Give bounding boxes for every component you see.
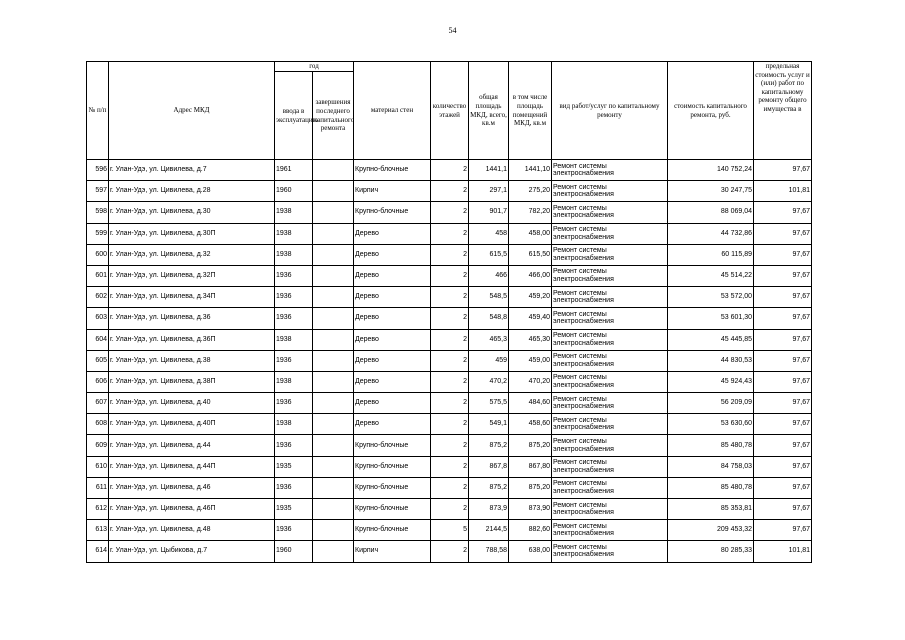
row-area-total: 548,8 [469,308,509,329]
table-row [87,223,812,244]
row-floors: 2 [431,456,469,477]
row-limit-cost: 97,67 [754,456,812,477]
row-wall-material: Крупно-блочные [354,435,431,456]
row-limit-cost: 97,67 [754,160,812,181]
row-area-premises: 873,90 [509,499,552,520]
row-limit-cost: 97,67 [754,202,812,223]
row-floors: 2 [431,414,469,435]
row-number: 609 [87,435,109,456]
row-year-last-repair [313,435,354,456]
header-area-premises: в том числе площадь помещений МКД, кв.м [509,62,552,160]
row-floors: 2 [431,499,469,520]
header-wall-material: материал стен [354,62,431,160]
row-year-last-repair [313,499,354,520]
page-number: 54 [448,26,457,35]
row-year-last-repair [313,265,354,286]
table-row [87,435,812,456]
row-year-last-repair [313,456,354,477]
row-cost: 84 758,03 [668,456,754,477]
row-number: 606 [87,371,109,392]
row-wall-material: Крупно-блочные [354,520,431,541]
row-year-last-repair [313,371,354,392]
row-year-last-repair [313,244,354,265]
row-area-premises: 882,60 [509,520,552,541]
row-area-total: 575,5 [469,393,509,414]
row-year-commission: 1936 [275,287,313,308]
row-wall-material: Дерево [354,371,431,392]
row-address: г. Улан-Удэ, ул. Цивилева, д.7 [109,160,275,181]
row-floors: 2 [431,477,469,498]
header-work-type: вид работ/услуг по капитальному ремонту [552,62,668,160]
header-area-total: общая площадь МКД, всего, кв.м [469,62,509,160]
row-wall-material: Дерево [354,223,431,244]
table-row [87,244,812,265]
row-area-premises: 484,60 [509,393,552,414]
row-cost: 85 353,81 [668,499,754,520]
row-limit-cost: 97,67 [754,477,812,498]
row-address: г. Улан-Удэ, ул. Цивилева, д.38 [109,350,275,371]
table-body [87,160,812,563]
row-year-last-repair [313,414,354,435]
row-limit-cost: 97,67 [754,329,812,350]
row-address: г. Улан-Удэ, ул. Цивилева, д.34П [109,287,275,308]
row-area-total: 465,3 [469,329,509,350]
row-floors: 2 [431,181,469,202]
table-row [87,350,812,371]
row-cost: 88 069,04 [668,202,754,223]
row-number: 613 [87,520,109,541]
table-row [87,477,812,498]
row-area-total: 549,1 [469,414,509,435]
row-limit-cost: 101,81 [754,541,812,562]
table-row [87,308,812,329]
row-year-commission: 1936 [275,477,313,498]
row-work-type: Ремонт системы электроснабжения [552,435,668,456]
table-row [87,541,812,562]
header-cost: стоимость капитального ремонта, руб. [668,62,754,160]
row-limit-cost: 97,67 [754,308,812,329]
row-area-total: 1441,1 [469,160,509,181]
row-wall-material: Дерево [354,414,431,435]
row-number: 602 [87,287,109,308]
row-area-total: 466 [469,265,509,286]
row-year-commission: 1936 [275,393,313,414]
row-floors: 2 [431,244,469,265]
table-row [87,520,812,541]
row-work-type: Ремонт системы электроснабжения [552,223,668,244]
row-area-total: 867,8 [469,456,509,477]
table-row [87,287,812,308]
row-cost: 60 115,89 [668,244,754,265]
row-floors: 2 [431,435,469,456]
row-floors: 2 [431,329,469,350]
row-wall-material: Крупно-блочные [354,456,431,477]
row-year-commission: 1938 [275,329,313,350]
row-work-type: Ремонт системы электроснабжения [552,287,668,308]
row-wall-material: Дерево [354,265,431,286]
row-work-type: Ремонт системы электроснабжения [552,477,668,498]
row-area-premises: 458,60 [509,414,552,435]
header-floors: количество этажей [431,62,469,160]
row-cost: 44 830,53 [668,350,754,371]
row-floors: 2 [431,160,469,181]
row-work-type: Ремонт системы электроснабжения [552,499,668,520]
row-floors: 2 [431,308,469,329]
row-floors: 2 [431,350,469,371]
row-address: г. Улан-Удэ, ул. Цивилева, д.44П [109,456,275,477]
row-address: г. Улан-Удэ, ул. Цыбикова, д.7 [109,541,275,562]
row-wall-material: Дерево [354,308,431,329]
row-address: г. Улан-Удэ, ул. Цивилева, д.48 [109,520,275,541]
row-year-commission: 1935 [275,499,313,520]
row-limit-cost: 97,67 [754,244,812,265]
row-cost: 53 601,30 [668,308,754,329]
row-wall-material: Крупно-блочные [354,160,431,181]
row-work-type: Ремонт системы электроснабжения [552,202,668,223]
row-area-premises: 466,00 [509,265,552,286]
row-work-type: Ремонт системы электроснабжения [552,456,668,477]
row-address: г. Улан-Удэ, ул. Цивилева, д.38П [109,371,275,392]
row-limit-cost: 97,67 [754,265,812,286]
row-address: г. Улан-Удэ, ул. Цивилева, д.46 [109,477,275,498]
row-year-commission: 1936 [275,308,313,329]
table-row [87,371,812,392]
table-row [87,414,812,435]
row-area-premises: 875,20 [509,435,552,456]
row-number: 608 [87,414,109,435]
row-area-premises: 459,20 [509,287,552,308]
row-wall-material: Дерево [354,393,431,414]
row-area-total: 2144,5 [469,520,509,541]
row-cost: 209 453,32 [668,520,754,541]
row-address: г. Улан-Удэ, ул. Цивилева, д.32П [109,265,275,286]
row-address: г. Улан-Удэ, ул. Цивилева, д.40П [109,414,275,435]
row-floors: 2 [431,287,469,308]
row-limit-cost: 97,67 [754,520,812,541]
row-year-commission: 1960 [275,181,313,202]
row-area-total: 873,9 [469,499,509,520]
row-wall-material: Дерево [354,287,431,308]
row-year-commission: 1938 [275,244,313,265]
row-wall-material: Крупно-блочные [354,202,431,223]
row-cost: 85 480,78 [668,477,754,498]
row-wall-material: Дерево [354,329,431,350]
row-year-last-repair [313,202,354,223]
row-area-premises: 638,00 [509,541,552,562]
row-year-last-repair [313,393,354,414]
row-year-last-repair [313,520,354,541]
row-number: 598 [87,202,109,223]
table-row [87,202,812,223]
row-number: 603 [87,308,109,329]
row-work-type: Ремонт системы электроснабжения [552,520,668,541]
row-year-last-repair [313,329,354,350]
row-area-premises: 1441,10 [509,160,552,181]
row-work-type: Ремонт системы электроснабжения [552,244,668,265]
row-number: 597 [87,181,109,202]
row-year-commission: 1960 [275,541,313,562]
row-year-commission: 1936 [275,265,313,286]
row-limit-cost: 97,67 [754,393,812,414]
row-number: 614 [87,541,109,562]
row-number: 612 [87,499,109,520]
row-year-commission: 1938 [275,414,313,435]
row-year-commission: 1936 [275,350,313,371]
row-cost: 45 514,22 [668,265,754,286]
row-area-premises: 459,00 [509,350,552,371]
row-wall-material: Кирпич [354,181,431,202]
row-work-type: Ремонт системы электроснабжения [552,160,668,181]
row-number: 610 [87,456,109,477]
row-work-type: Ремонт системы электроснабжения [552,181,668,202]
row-cost: 56 209,09 [668,393,754,414]
row-floors: 2 [431,393,469,414]
row-number: 607 [87,393,109,414]
row-area-premises: 458,00 [509,223,552,244]
header-num: № п/п [87,62,109,160]
row-area-total: 470,2 [469,371,509,392]
header-address: Адрес МКД [109,62,275,160]
row-address: г. Улан-Удэ, ул. Цивилева, д.28 [109,181,275,202]
table-row [87,393,812,414]
row-address: г. Улан-Удэ, ул. Цивилева, д.32 [109,244,275,265]
table-row [87,181,812,202]
row-area-total: 459 [469,350,509,371]
table-row [87,265,812,286]
row-area-total: 875,2 [469,435,509,456]
row-area-premises: 615,50 [509,244,552,265]
table-header [87,62,812,160]
row-address: г. Улан-Удэ, ул. Цивилева, д.30 [109,202,275,223]
row-work-type: Ремонт системы электроснабжения [552,414,668,435]
row-area-premises: 459,40 [509,308,552,329]
row-address: г. Улан-Удэ, ул. Цивилева, д.30П [109,223,275,244]
row-cost: 45 924,43 [668,371,754,392]
row-wall-material: Крупно-блочные [354,477,431,498]
row-limit-cost: 97,67 [754,435,812,456]
row-floors: 5 [431,520,469,541]
row-cost: 85 480,78 [668,435,754,456]
row-area-premises: 275,20 [509,181,552,202]
row-number: 601 [87,265,109,286]
row-year-last-repair [313,287,354,308]
row-area-premises: 875,20 [509,477,552,498]
row-number: 604 [87,329,109,350]
row-limit-cost: 97,67 [754,371,812,392]
row-year-commission: 1938 [275,202,313,223]
row-year-commission: 1938 [275,371,313,392]
row-floors: 2 [431,202,469,223]
repair-table [86,61,812,563]
row-work-type: Ремонт системы электроснабжения [552,265,668,286]
row-number: 599 [87,223,109,244]
row-year-commission: 1936 [275,520,313,541]
row-year-last-repair [313,223,354,244]
row-area-total: 901,7 [469,202,509,223]
header-year-group: год [275,62,354,72]
row-floors: 2 [431,541,469,562]
row-number: 600 [87,244,109,265]
row-year-commission: 1935 [275,456,313,477]
row-cost: 45 445,85 [668,329,754,350]
row-year-commission: 1936 [275,435,313,456]
row-floors: 2 [431,223,469,244]
row-work-type: Ремонт системы электроснабжения [552,541,668,562]
row-wall-material: Дерево [354,350,431,371]
table-row [87,329,812,350]
header-limit-cost: предельная стоимость услуг и (или) работ по капитальному ремонту общего имущества в [754,62,812,160]
row-wall-material: Кирпич [354,541,431,562]
row-limit-cost: 97,67 [754,287,812,308]
row-limit-cost: 97,67 [754,350,812,371]
table-row [87,160,812,181]
row-cost: 53 630,60 [668,414,754,435]
row-area-total: 615,5 [469,244,509,265]
row-address: г. Улан-Удэ, ул. Цивилева, д.44 [109,435,275,456]
row-cost: 80 285,33 [668,541,754,562]
table-row [87,499,812,520]
row-cost: 30 247,75 [668,181,754,202]
row-limit-cost: 97,67 [754,223,812,244]
row-year-commission: 1961 [275,160,313,181]
row-work-type: Ремонт системы электроснабжения [552,308,668,329]
row-work-type: Ремонт системы электроснабжения [552,371,668,392]
row-work-type: Ремонт системы электроснабжения [552,350,668,371]
row-area-premises: 782,20 [509,202,552,223]
row-year-last-repair [313,541,354,562]
row-year-last-repair [313,308,354,329]
row-cost: 44 732,86 [668,223,754,244]
row-address: г. Улан-Удэ, ул. Цивилева, д.36П [109,329,275,350]
row-area-premises: 470,20 [509,371,552,392]
row-limit-cost: 97,67 [754,414,812,435]
row-wall-material: Крупно-блочные [354,499,431,520]
row-address: г. Улан-Удэ, ул. Цивилева, д.36 [109,308,275,329]
row-floors: 2 [431,265,469,286]
row-area-total: 458 [469,223,509,244]
table-row [87,456,812,477]
row-year-last-repair [313,350,354,371]
row-address: г. Улан-Удэ, ул. Цивилева, д.46П [109,499,275,520]
row-work-type: Ремонт системы электроснабжения [552,393,668,414]
row-area-total: 875,2 [469,477,509,498]
row-number: 611 [87,477,109,498]
row-area-total: 548,5 [469,287,509,308]
row-year-last-repair [313,181,354,202]
row-year-last-repair [313,477,354,498]
row-number: 605 [87,350,109,371]
row-address: г. Улан-Удэ, ул. Цивилева, д.40 [109,393,275,414]
row-wall-material: Дерево [354,244,431,265]
row-area-total: 297,1 [469,181,509,202]
header-year-last-repair: завершения последнего капитального ремонта [313,72,354,160]
row-cost: 53 572,00 [668,287,754,308]
row-year-last-repair [313,160,354,181]
row-area-premises: 867,80 [509,456,552,477]
row-cost: 140 752,24 [668,160,754,181]
row-limit-cost: 97,67 [754,499,812,520]
row-floors: 2 [431,371,469,392]
row-area-total: 788,58 [469,541,509,562]
row-work-type: Ремонт системы электроснабжения [552,329,668,350]
row-number: 596 [87,160,109,181]
header-year-commission: ввода в эксплуатацию [275,72,313,160]
row-year-commission: 1938 [275,223,313,244]
row-area-premises: 465,30 [509,329,552,350]
row-limit-cost: 101,81 [754,181,812,202]
